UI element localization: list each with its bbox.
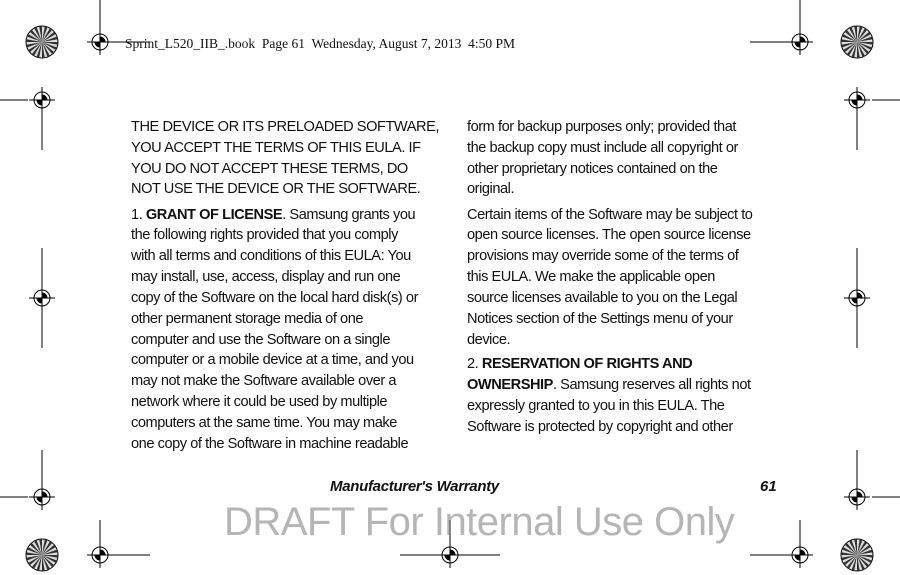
line-text: original. [467, 181, 515, 197]
print-header: Sprint_L520_IIB_.book Page 61 Wednesday, August 7, 2013 4:50 PM [125, 36, 516, 51]
right-column-line [467, 118, 736, 136]
crosshair-registration-icon [29, 87, 55, 113]
line-text: network where it could be used by multiple [131, 394, 388, 410]
section-heading: RESERVATION OF RIGHTS AND [481, 356, 693, 372]
left-column-line [131, 414, 397, 432]
crosshair-registration-icon [87, 29, 113, 55]
left-column-line [131, 226, 398, 244]
crosshair-registration-icon [787, 29, 813, 55]
line-text: the following rights provided that you comply [131, 227, 398, 243]
crosshair-registration-icon [787, 542, 813, 568]
section-number: 2. [467, 356, 482, 372]
left-column-line [131, 180, 420, 198]
left-column-line [131, 351, 414, 369]
left-column-line [131, 206, 415, 224]
right-column-line [467, 376, 751, 394]
right-column-line [467, 139, 738, 157]
line-text: computers at the same time. You may make [131, 415, 397, 431]
left-column-line [131, 289, 418, 307]
section-heading: OWNERSHIP [467, 377, 553, 393]
section-heading: GRANT OF LICENSE [145, 207, 283, 223]
left-column-line [131, 435, 408, 453]
line-text: Notices section of the Settings menu of your [467, 311, 733, 327]
section-number: 1. [131, 207, 146, 223]
right-column-line [467, 289, 737, 307]
right-column-line [467, 355, 692, 373]
crosshair-registration-icon [844, 484, 870, 510]
line-text: source licenses available to you on the Legal [467, 290, 738, 306]
line-text: with all terms and conditions of this EULA: You [131, 248, 411, 264]
crosshair-registration-icon [844, 87, 870, 113]
left-column-line [131, 247, 411, 265]
starburst-registration-icon [841, 539, 873, 571]
line-text: open source licenses. The open source license [467, 227, 751, 243]
crosshair-registration-icon [844, 285, 870, 311]
line-text: one copy of the Software in machine readable [131, 436, 409, 452]
left-column-line [131, 139, 421, 157]
line-text: THE DEVICE OR ITS PRELOADED SOFTWARE, [131, 119, 439, 135]
draft-watermark: DRAFT For Internal Use Only [224, 500, 735, 544]
crosshair-registration-icon [437, 542, 463, 568]
line-text: YOU DO NOT ACCEPT THESE TERMS, DO [131, 161, 408, 177]
line-text: other proprietary notices contained on the [467, 161, 718, 177]
line-text: expressly granted to you in this EULA. The [467, 398, 725, 414]
right-column-line [467, 180, 514, 198]
right-column-line [467, 418, 733, 436]
left-column-line [131, 268, 400, 286]
line-text: device. [467, 332, 511, 348]
right-column-line [467, 331, 510, 349]
line-text: computer or a mobile device at a time, and you [131, 352, 414, 368]
starburst-registration-icon [26, 539, 58, 571]
left-column-line [131, 372, 396, 390]
line-text: the backup copy must include all copyright or [467, 140, 738, 156]
footer-section-title: Manufacturer's Warranty [330, 478, 499, 495]
line-text: NOT USE THE DEVICE OR THE SOFTWARE. [131, 181, 421, 197]
right-column-line [467, 268, 715, 286]
page-number: 61 [760, 478, 777, 495]
left-column-line [131, 160, 408, 178]
line-text: YOU ACCEPT THE TERMS OF THIS EULA. IF [131, 140, 421, 156]
crosshair-registration-icon [29, 285, 55, 311]
line-text: may install, use, access, display and run one [131, 269, 401, 285]
line-text: Software is protected by copyright and other [467, 419, 733, 435]
crosshair-registration-icon [29, 484, 55, 510]
right-column-line [467, 397, 724, 415]
line-text: this EULA. We make the applicable open [467, 269, 715, 285]
line-text: copy of the Software on the local hard disk(s) or [131, 290, 419, 306]
line-text: form for backup purposes only; provided that [467, 119, 736, 135]
starburst-registration-icon [841, 26, 873, 58]
left-column-line [131, 310, 363, 328]
line-text: computer and use the Software on a single [131, 332, 391, 348]
right-column-line [467, 206, 752, 224]
crosshair-registration-icon [87, 542, 113, 568]
line-text: provisions may override some of the terms of [467, 248, 739, 264]
left-column-line [131, 118, 439, 136]
line-text: may not make the Software available over a [131, 373, 397, 389]
starburst-registration-icon [26, 26, 58, 58]
right-column-line [467, 310, 733, 328]
line-text: other permanent storage media of one [131, 311, 364, 327]
line-text: Certain items of the Software may be subject to [467, 207, 753, 223]
right-column-line [467, 247, 738, 265]
left-column-line [131, 393, 387, 411]
line-text: . Samsung reserves all rights not [552, 377, 751, 393]
line-text: . Samsung grants you [282, 207, 416, 223]
right-column-line [467, 160, 717, 178]
left-column-line [131, 331, 390, 349]
right-column-line [467, 226, 751, 244]
